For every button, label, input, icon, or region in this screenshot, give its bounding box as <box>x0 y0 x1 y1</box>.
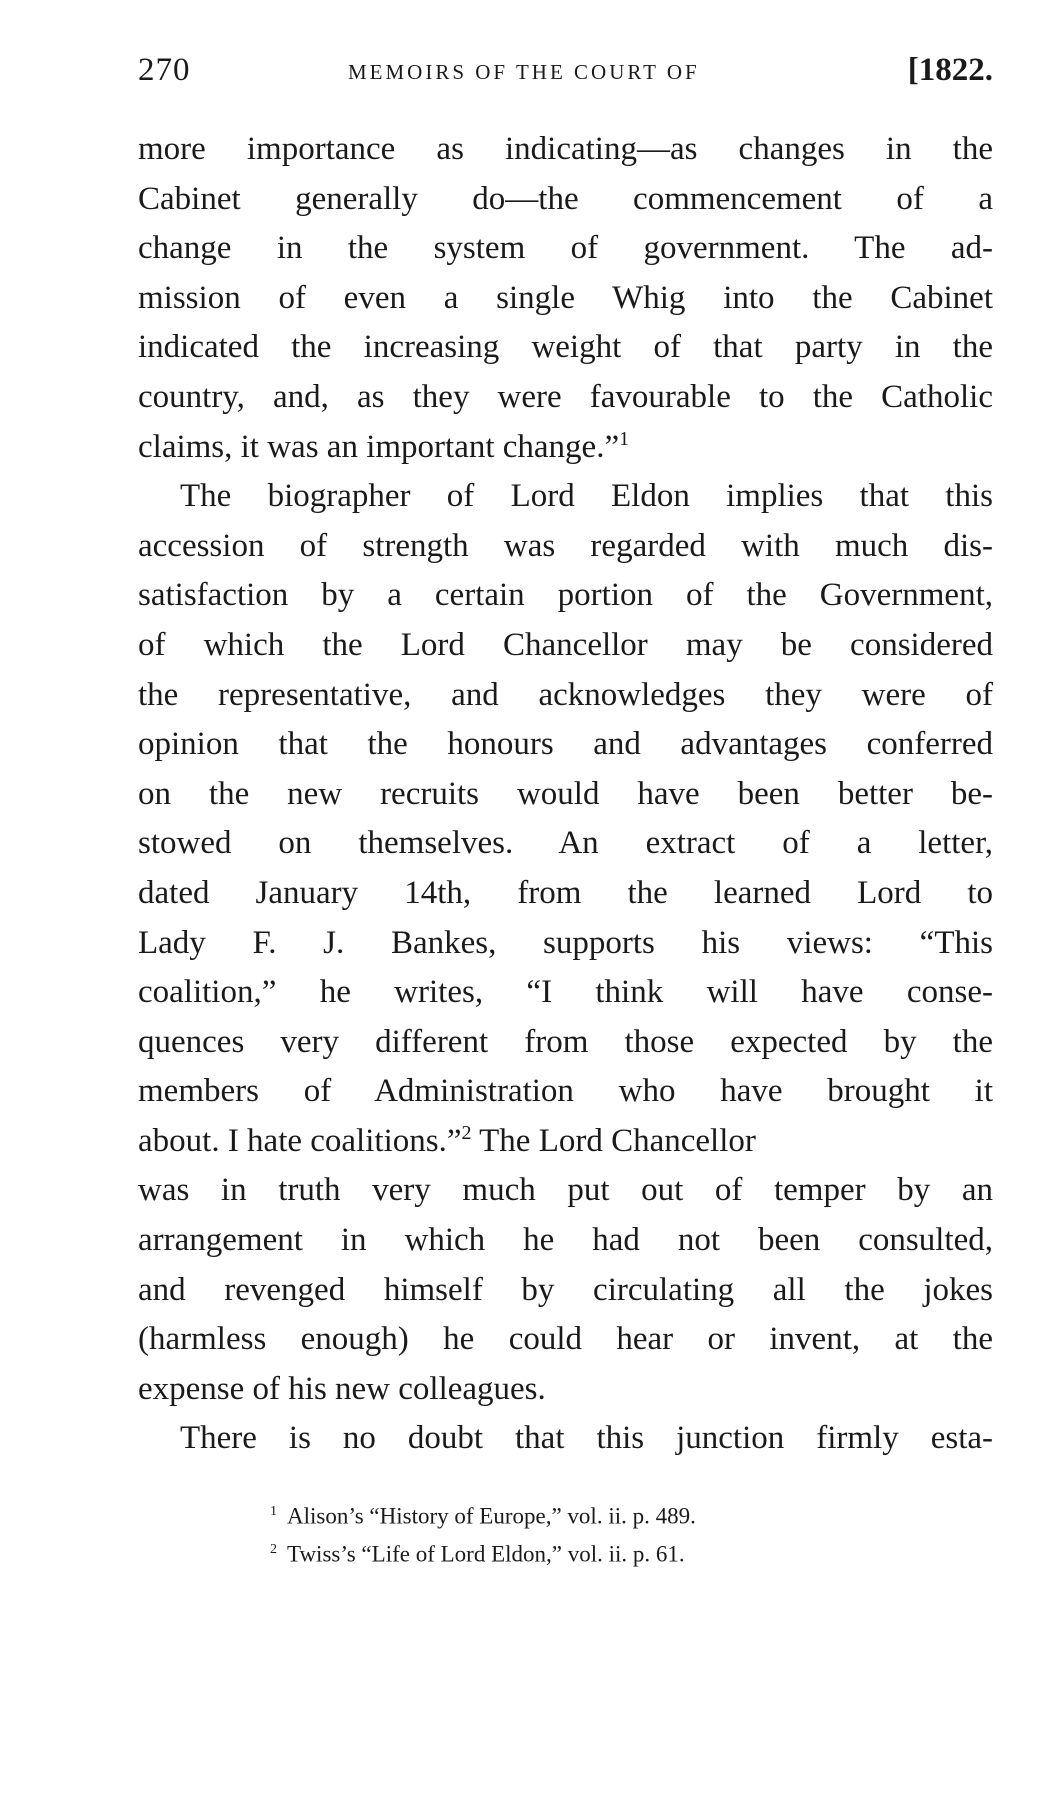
text-line: (harmless enough) he could hear or invent, at the <box>138 1321 993 1358</box>
text-line: The biographer of Lord Eldon implies that this <box>180 478 993 515</box>
text-line: quences very different from those expected by the <box>138 1023 993 1060</box>
text-line: on the new recruits would have been better be- <box>138 775 993 812</box>
text-line: There is no doubt that this junction firmly esta- <box>180 1420 993 1457</box>
text-line-content: claims, it was an important change.” <box>138 428 620 465</box>
running-year: [1822. <box>907 52 993 88</box>
text-line: Cabinet generally do—the commencement of a <box>138 180 993 217</box>
running-title: MEMOIRS OF THE COURT OF <box>348 60 700 84</box>
footnote-1 <box>270 1495 890 1533</box>
text-line: members of Administration who have brought it <box>138 1073 993 1110</box>
text-line-tail: The Lord Chancellor <box>471 1122 756 1159</box>
text-line: mission of even a single Whig into the Cabinet <box>138 279 993 316</box>
text-line: coalition,” he writes, “I think will have conse- <box>138 974 993 1011</box>
text-line: arrangement in which he had not been consulted, <box>138 1222 993 1259</box>
text-line: satisfaction by a certain portion of the Government, <box>138 577 993 614</box>
footnote-text: Alison’s “History of Europe,” vol. ii. p. 489. <box>287 1503 696 1529</box>
text-line: opinion that the honours and advantages conferred <box>138 726 993 763</box>
text-line: and revenged himself by circulating all the jokes <box>138 1271 993 1308</box>
text-line: was in truth very much put out of temper by an <box>138 1172 993 1209</box>
text-line <box>138 1117 993 1167</box>
text-line: Lady F. J. Bankes, supports his views: “This <box>138 924 993 961</box>
text-line: the representative, and acknowledges they were of <box>138 676 993 713</box>
text-line: dated January 14th, from the learned Lord to <box>138 874 993 911</box>
footnote-ref-2[interactable]: 2 <box>461 1121 472 1144</box>
text-line-content: about. I hate coalitions.” <box>138 1122 462 1159</box>
footnote-ref-1[interactable]: 1 <box>619 427 630 450</box>
footnote-text: Twiss’s “Life of Lord Eldon,” vol. ii. p. 61. <box>287 1541 685 1567</box>
text-line: more importance as indicating—as changes in the <box>138 131 993 167</box>
footnote-mark: 2 <box>270 1541 277 1557</box>
text-line: expense of his new colleagues. <box>138 1370 546 1407</box>
text-line: of which the Lord Chancellor may be considered <box>138 626 993 663</box>
body-text <box>138 125 993 1464</box>
text-line: accession of strength was regarded with much dis- <box>138 527 993 564</box>
text-line: change in the system of government. The ad- <box>138 230 993 267</box>
footnotes <box>270 1495 890 1570</box>
running-head <box>138 52 993 102</box>
text-line: country, and, as they were favourable to the Catholic <box>138 378 993 415</box>
text-line: indicated the increasing weight of that party in the <box>138 329 993 366</box>
footnote-2 <box>270 1533 890 1571</box>
text-line <box>138 423 993 473</box>
footnote-mark: 1 <box>270 1504 277 1519</box>
text-line: stowed on themselves. An extract of a letter, <box>138 825 993 862</box>
page-number: 270 <box>138 52 191 88</box>
